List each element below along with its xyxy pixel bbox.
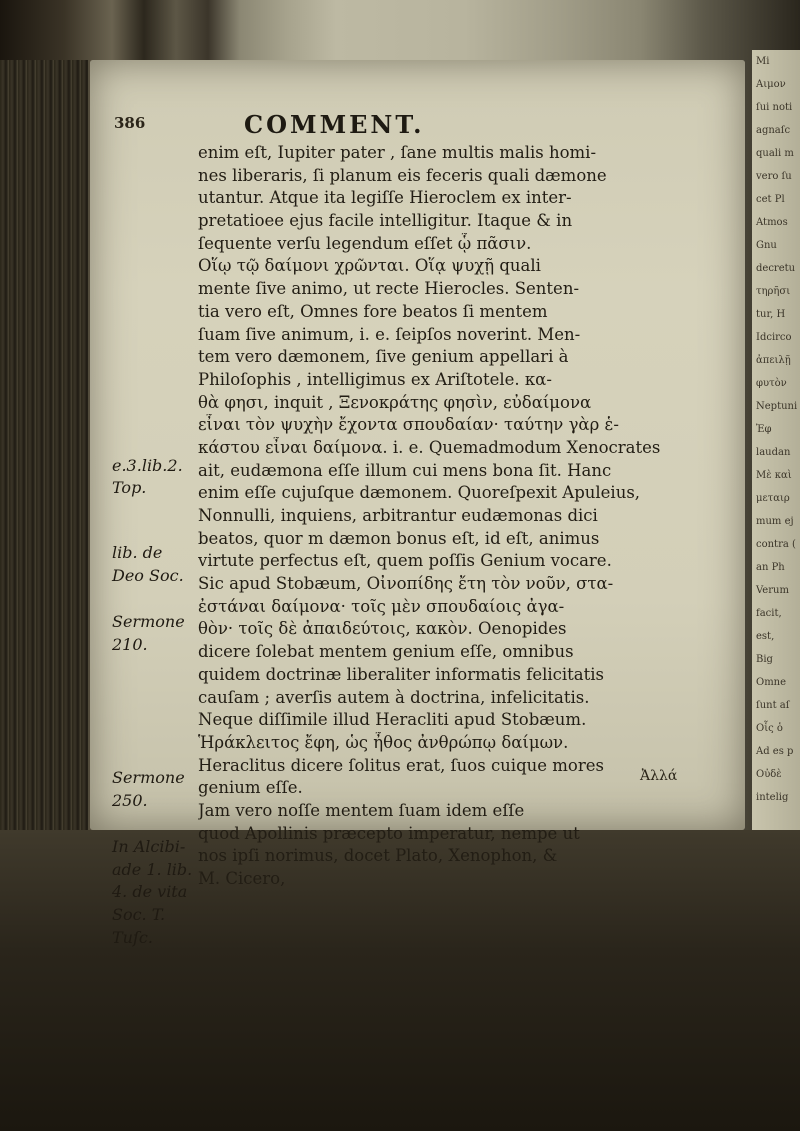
text-line: θὰ φησι, inquit , Ξενοκράτης φησὶν, εὐδαίμονα <box>198 392 592 412</box>
text-line: cauſam ; averſis autem à doctrina, infelicitatis. <box>198 687 590 707</box>
text-line: enim eſt, Iupiter pater , ſane multis malis homi- <box>198 143 597 162</box>
facing-page-fragment: τηρῆσι <box>756 286 791 297</box>
facing-page-fragment: Μὲ καὶ <box>756 470 792 481</box>
text-line: quod Apollinis præcepto imperatur, nempe ut <box>198 823 580 843</box>
text-line: ſequente verſu legendum eſſet ᾧ πᾶσιν. <box>198 233 532 253</box>
facing-page-fragment: decretu <box>756 263 796 274</box>
text-line: Heraclitus dicere ſolitus erat, ſuos cuique mores <box>198 755 604 775</box>
facing-page-fragment: Big <box>756 654 773 665</box>
margin-note: Tuſc. <box>112 928 153 947</box>
margin-note: Soc. T. <box>112 905 166 924</box>
margin-note: lib. de <box>112 543 163 562</box>
facing-page-fragment: Idcirco <box>756 332 792 343</box>
facing-page-fragment: Neptuni <box>756 401 798 412</box>
facing-page-fragment: est, <box>756 631 775 642</box>
facing-page-fragment: mum ej <box>756 516 794 527</box>
facing-page-fragment: contra ( <box>756 539 796 550</box>
facing-page-fragment: Οἷς ὁ <box>756 723 783 734</box>
facing-page-fragment: tur, H <box>756 309 786 320</box>
text-line: Sic apud Stobæum, Οἰνοπίδης ἔτη τὸν νοῦν, στα- <box>198 574 614 594</box>
text-line: tia vero eſt, Omnes fore beatos ſi mentem <box>198 301 548 321</box>
facing-page-fragment: cet Pl <box>756 194 785 205</box>
text-line: ἐστάναι δαίμονα· τοῖς μὲν σπουδαίοις ἀγα- <box>198 596 565 616</box>
text-line: genium eſſe. <box>198 778 303 798</box>
catchword: Ἀλλά <box>640 768 678 784</box>
facing-page <box>752 50 800 830</box>
facing-page-fragment: Gnu <box>756 240 777 251</box>
facing-page-fragment: an Ph <box>756 562 785 573</box>
facing-page-fragment: intelig <box>756 792 789 803</box>
facing-page-fragment: Αιμον <box>756 79 786 90</box>
margin-note: ade 1. lib. <box>112 860 193 879</box>
margin-note: Sermone <box>112 768 185 787</box>
text-line: dicere ſolebat mentem genium eſſe, omnibus <box>198 642 574 662</box>
running-head: COMMENT. <box>244 110 425 139</box>
margin-note: In Alcibi- <box>112 837 186 856</box>
text-line: virtute perfectus eſt, quem poſſis Genium vocare. <box>198 551 612 571</box>
facing-page-fragments <box>752 50 800 809</box>
page-number: 386 <box>114 114 146 132</box>
margin-note: Sermone <box>112 612 185 631</box>
text-line: nes liberaris, ſi planum eis feceris quali dæmone <box>198 165 607 185</box>
text-line: Οἵῳ τῷ δαίμονι χρῶνται. Οἵᾳ ψυχῇ quali <box>198 256 541 276</box>
facing-page-fragment: agnaſc <box>756 125 791 136</box>
facing-page-fragment: Verum <box>756 585 789 596</box>
text-line: Neque diſſimile illud Heracliti apud Stobæum. <box>198 710 587 730</box>
text-line: tem vero dæmonem, ſive genium appellari à <box>198 347 569 367</box>
text-line: Philoſophis , intelligimus ex Ariſtotele. κα- <box>198 369 552 389</box>
text-line: beatos, quor m dæmon bonus eſt, id eſt, animus <box>198 528 600 548</box>
text-line: ſuam ſive animum, i. e. ſeipſos noverint. Men- <box>198 324 581 344</box>
text-line: Nonnulli, inquiens, arbitrantur eudæmonas dici <box>198 506 598 525</box>
text-line: utantur. Atque ita legiſſe Hieroclem ex inter- <box>198 188 572 208</box>
book-spine-edge <box>0 60 88 860</box>
facing-page-fragment: ſui noti <box>756 102 793 113</box>
facing-page-fragment: Οὐδὲ <box>756 769 782 780</box>
margin-note: 250. <box>112 791 148 810</box>
text-line: quidem doctrinæ liberaliter informatis felicitatis <box>198 664 605 684</box>
facing-page-fragment: Ἐφ <box>756 424 772 435</box>
text-line: M. Cicero, <box>198 869 286 888</box>
facing-page-fragment: ἀπειλῇ <box>756 355 791 366</box>
facing-page-fragment: laudan <box>756 447 791 458</box>
facing-page-fragment: facit, <box>756 608 782 619</box>
text-line: θὸν· τοῖς δὲ ἀπαιδεύτοις, κακὸν. Oenopides <box>198 619 567 639</box>
facing-page-fragment: μεταιρ <box>756 493 790 504</box>
facing-page-fragment: vero ſu <box>756 171 792 182</box>
text-line: εἶναι τὸν ψυχὴν ἔχοντα σπουδαίαν· ταύτην γὰρ ἑ- <box>198 415 619 435</box>
text-line: enim eſſe cujuſque dæmonem. Quoreſpexit Apuleius, <box>198 483 641 503</box>
facing-page-fragment: Omne <box>756 677 787 688</box>
text-line: ait, eudæmona eſſe illum cui mens bona ſit. Hanc <box>198 460 612 480</box>
text-line: mente ſive animo, ut recte Hierocles. Senten- <box>198 279 580 299</box>
facing-page-fragment: Mi <box>756 56 770 67</box>
text-line: Jam vero noſſe mentem ſuam idem eſſe <box>198 800 525 820</box>
margin-note: Deo Soc. <box>112 566 184 585</box>
text-line: Ἡράκλειτος ἔφη, ὡς ἦθος ἀνθρώπῳ δαίμων. <box>198 732 569 752</box>
text-line: nos ipſi norimus, docet Plato, Xenophon, & <box>198 846 558 866</box>
margin-note: Top. <box>112 478 147 497</box>
text-line: pretatioee ejus facile intelligitur. Itaque & in <box>198 211 573 231</box>
margin-note: e.3.lib.2. <box>112 456 183 475</box>
facing-page-fragment: Ad es p <box>756 746 794 757</box>
text-line: κάστου εἶναι δαίμονα. i. e. Quemadmodum Xenocrates <box>198 437 661 457</box>
facing-page-fragment: ſunt aſ <box>756 700 790 711</box>
facing-page-fragment: φυτὸν <box>756 378 787 389</box>
facing-page-fragment: Atmos <box>756 217 788 228</box>
margin-note: 210. <box>112 635 148 654</box>
margin-note: 4. de vita <box>112 882 188 901</box>
facing-page-fragment: quali m <box>756 148 794 159</box>
